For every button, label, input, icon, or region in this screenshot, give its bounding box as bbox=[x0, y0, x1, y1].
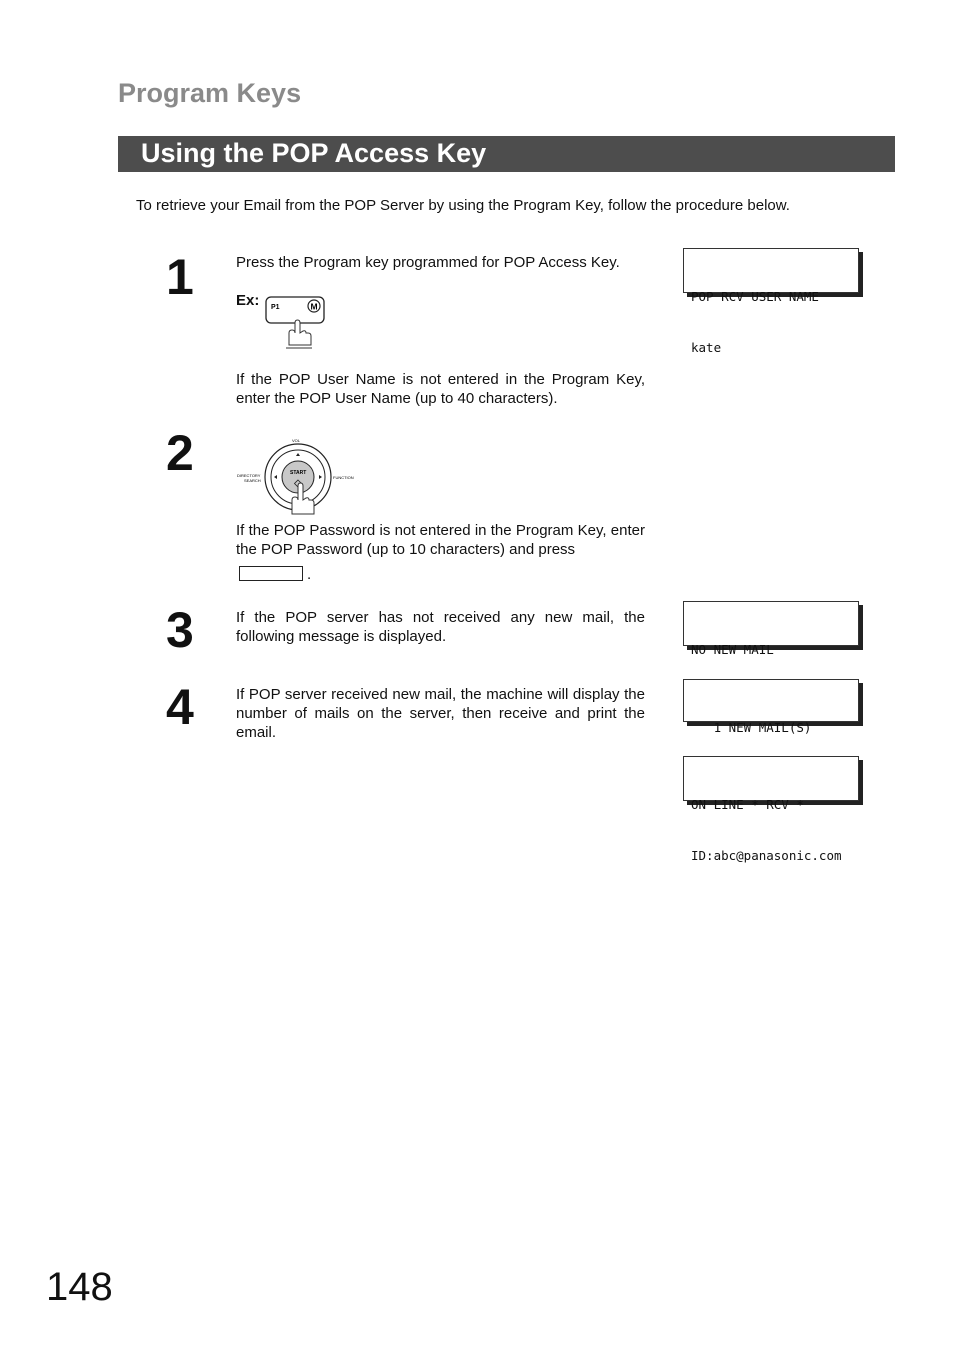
panel-label-search: SEARCH bbox=[244, 478, 261, 483]
display-pop-user-name bbox=[683, 248, 859, 355]
step-1-note: If the POP User Name is not entered in the Program Key, enter the POP User Name (up to 40 characters). bbox=[236, 371, 645, 407]
step-number-2: 2 bbox=[166, 425, 194, 481]
page-title: Using the POP Access Key bbox=[118, 136, 895, 172]
step-4-text: If POP server received new mail, the machine will display the number of mails on the server, then receive and print the email. bbox=[236, 686, 645, 741]
step-number-1: 1 bbox=[166, 249, 194, 305]
m-badge-label: M bbox=[310, 301, 318, 312]
example-label: Ex: bbox=[236, 292, 260, 309]
display-line-2: kate bbox=[691, 340, 722, 355]
display-line-1: 1 NEW MAIL(S) bbox=[691, 720, 812, 735]
section-title: Program Keys bbox=[118, 78, 302, 108]
inline-key-box bbox=[239, 566, 303, 581]
panel-label-function: FUNCTION bbox=[333, 475, 354, 480]
pointing-finger-icon bbox=[289, 320, 311, 345]
step-number-3: 3 bbox=[166, 602, 194, 658]
control-panel-illustration bbox=[236, 436, 361, 516]
program-key-label: P1 bbox=[271, 304, 280, 311]
inline-period: . bbox=[307, 566, 312, 583]
display-line-1: NO NEW MAIL bbox=[691, 642, 774, 657]
program-key-illustration bbox=[262, 293, 332, 353]
display-new-mail-count bbox=[683, 679, 859, 735]
display-line-1: POP RCV USER NAME bbox=[691, 289, 819, 304]
step-number-4: 4 bbox=[166, 679, 194, 735]
step-3-text: If the POP server has not received any new mail, the following message is displayed. bbox=[236, 609, 645, 645]
display-line-1: ON LINE * RCV * bbox=[691, 797, 804, 812]
step-2-note: If the POP Password is not entered in the Program Key, enter the POP Password (up to 10 characters) and press bbox=[236, 522, 645, 558]
display-line-2: ID:abc@panasonic.com bbox=[691, 848, 842, 863]
panel-label-directory: DIRECTORY bbox=[237, 473, 261, 478]
intro-text: To retrieve your Email from the POP Server by using the Program Key, follow the procedure below. bbox=[136, 197, 790, 214]
step-1-text: Press the Program key programmed for POP Access Key. bbox=[236, 254, 620, 271]
display-no-new-mail bbox=[683, 601, 859, 657]
page-number: 148 bbox=[46, 1265, 113, 1309]
panel-label-vol: VOL bbox=[292, 438, 301, 443]
start-label: START bbox=[290, 470, 307, 476]
display-online-rcv bbox=[683, 756, 859, 863]
